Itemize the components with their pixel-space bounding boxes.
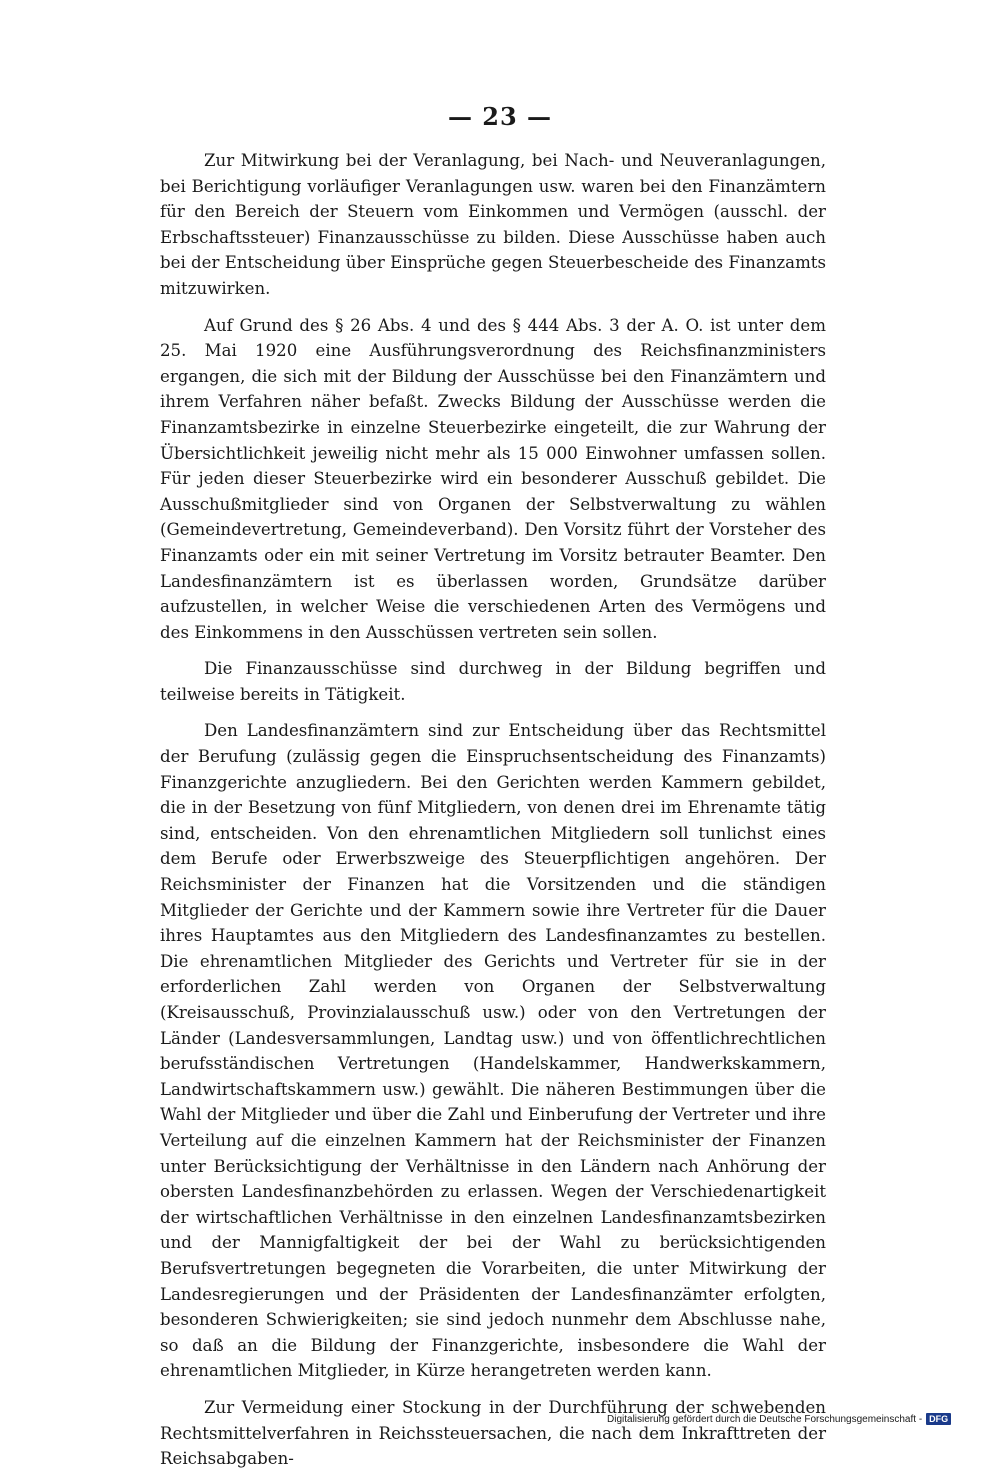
document-body xyxy=(160,148,826,1483)
digitization-footer xyxy=(607,1413,951,1425)
page-number: — 23 — xyxy=(447,102,553,131)
paragraph-bildung-status: Die Finanzausschüsse sind durchweg in der Bildung begriffen und teilweise bereits in Tätigkeit. xyxy=(160,659,826,704)
footer-credit-text: Digitalisierung gefördert durch die Deutsche Forschungsgemeinschaft - xyxy=(607,1413,923,1425)
paragraph-rechtsmittelverfahren: Zur Vermeidung einer Stockung in der Durchführung der schwebenden Rechtsmittelverfahren in Reichssteuersachen, die nach dem Inkrafttreten der Reichsabgaben- xyxy=(160,1397,826,1469)
paragraph-finanzausschuesse: Zur Mitwirkung bei der Veranlagung, bei Nach- und Neuveranlagungen, bei Berichtigung vorläufiger Veranlagungen usw. waren bei den Finanzämtern für den Bereich der Steuern vom Einkommen und Vermögen (ausschl. der Erbschaftssteuer) Finanzausschüsse zu bilden. Diese Ausschüsse haben auch bei der Entscheidung über Einsprüche gegen Steuerbescheide des Finanzamts mitzuwirken. xyxy=(160,151,826,298)
paragraph-ausfuehrungsverordnung: Auf Grund des § 26 Abs. 4 und des § 444 Abs. 3 der A. O. ist unter dem 25. Mai 1920 eine Ausführungsverordnung des Reichsfinanzministers ergangen, die sich mit der Bildung der Ausschüsse bei den Finanzämtern und ihrem Verfahren näher befaßt. Zwecks Bildung der Ausschüsse werden die Finanzamtsbezirke in einzelne Steuerbezirke eingeteilt, die zur Wahrung der Übersichtlichkeit jeweilig nicht mehr als 15 000 Einwohner umfassen sollen. Für jeden dieser Steuerbezirke wird ein besonderer Ausschuß gebildet. Die Ausschußmitglieder sind von Organen der Selbstverwaltung zu wählen (Gemeindevertretung, Gemeindeverband). Den Vorsitz führt der Vorsteher des Finanzamts oder ein mit seiner Vertretung im Vorsitz betrauter Beamter. Den Landesfinanzämtern ist es überlassen worden, Grundsätze darüber aufzustellen, in welcher Weise die verschiedenen Arten des Vermögens und des Einkommens in den Ausschüssen vertreten sein sollen. xyxy=(160,315,826,642)
paragraph-finanzgerichte: Den Landesfinanzämtern sind zur Entscheidung über das Rechtsmittel der Berufung (zulässig gegen die Einspruchsentscheidung des Finanzamts) Finanzgerichte anzugliedern. Bei den Gerichten werden Kammern gebildet, die in der Besetzung von fünf Mitgliedern, von denen drei im Ehrenamte tätig sind, entscheiden. Von den ehrenamtlichen Mitgliedern soll tunlichst eines dem Berufe oder Erwerbszweige des Steuerpflichtigen angehören. Der Reichsminister der Finanzen hat die Vorsitzenden und die ständigen Mitglieder der Gerichte und der Kammern sowie ihre Vertreter für die Dauer ihres Hauptamtes aus den Mitgliedern des Landesfinanzamtes zu bestellen. Die ehrenamtlichen Mitglieder des Gerichts und Vertreter für sie in der erforderlichen Zahl werden von Organen der Selbstverwaltung (Kreisausschuß, Provinzialausschuß usw.) oder von den Vertretungen der Länder (Landesversammlungen, Landtag usw.) und von öffentlichrechtlichen berufsständischen Vertretungen (Handelskammer, Handwerkskammern, Landwirtschaftskammern usw.) gewählt. Die näheren Bestimmungen über die Wahl der Mitglieder und über die Zahl und Einberufung der Vertreter und ihre Verteilung auf die einzelnen Kammern hat der Reichsminister der Finanzen unter Berücksichtigung der Verhältnisse in den Ländern nach Anhörung der obersten Landesfinanzbehörden zu erlassen. Wegen der Verschiedenartigkeit der wirtschaftlichen Verhältnisse in den einzelnen Landesfinanzamtsbezirken und der Mannigfaltigkeit der bei der Wahl zu berücksichtigenden Berufsvertretungen begegneten die Vorarbeiten, die unter Mitwirkung der Landesregierungen und der Präsidenten der Landesfinanzämter erfolgten, besonderen Schwierigkeiten; sie sind jedoch nunmehr dem Abschlusse nahe, so daß an die Bildung der Finanzgerichte, insbesondere die Wahl der ehrenamtlichen Mitglieder, in Kürze herangetreten werden kann. xyxy=(160,721,826,1381)
dfg-logo: DFG xyxy=(926,1413,951,1425)
